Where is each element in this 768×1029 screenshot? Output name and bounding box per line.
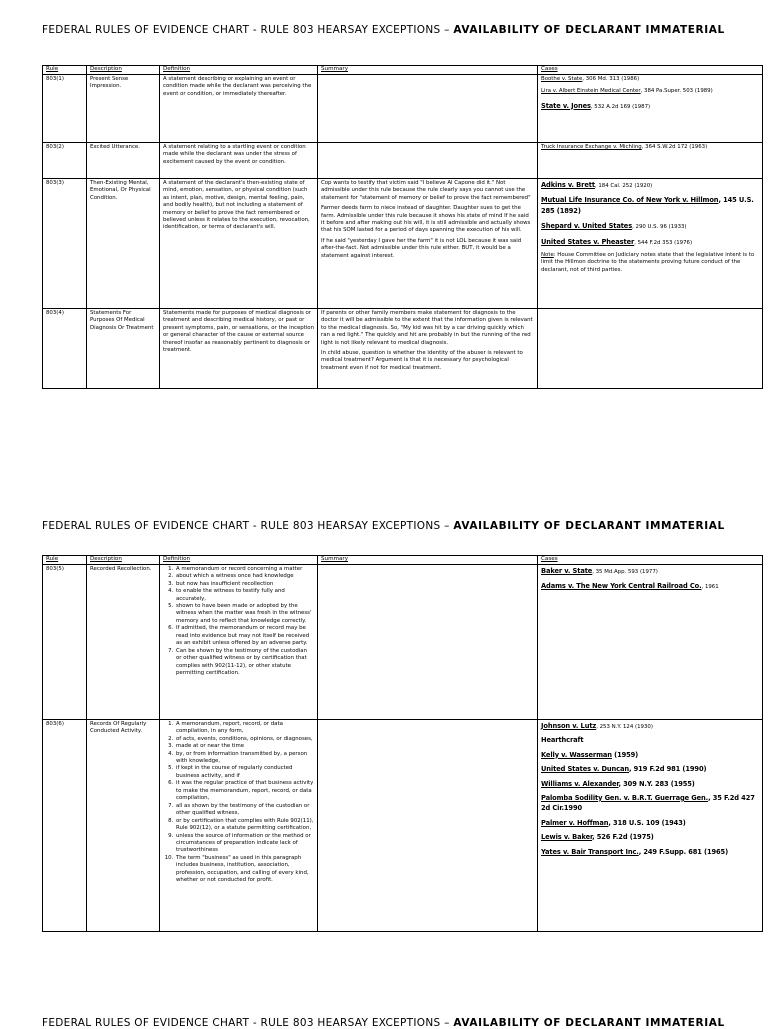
case-citation: Lewis v. Baker, 526 F.2d (1975) bbox=[541, 832, 654, 842]
case-citation: Palmer v. Hoffman, 318 U.S. 109 (1943) bbox=[541, 817, 686, 827]
header-summary: Summary bbox=[318, 66, 538, 75]
summary-cell bbox=[318, 308, 538, 388]
header-cases: Cases bbox=[538, 66, 763, 75]
header-rule: Rule bbox=[43, 556, 87, 565]
case-citation: Shepard v. United States, 290 U.S. 96 (1933) bbox=[541, 221, 687, 231]
list-item: 2. about which a witness once had knowledge bbox=[175, 573, 314, 580]
rule-cell: 803(3) bbox=[43, 178, 87, 308]
header-definition: Definition bbox=[160, 66, 318, 75]
list-item: 5. if kept in the course of regularly conducted business activity, and if bbox=[175, 765, 314, 780]
rule-cell: 803(2) bbox=[43, 142, 87, 178]
summary-paragraph: If he said "yesterday I gave her the farm" it is not LOL because it was said after-the-fact. Not admissible under this rule either. BUT, it would be a statement against interest. bbox=[321, 237, 522, 259]
evidence-table-2 bbox=[42, 555, 763, 932]
case-citation: Hearthcraft bbox=[541, 735, 584, 745]
case-citation: United States v. Pheaster, 544 F.2d 353 (1976) bbox=[541, 236, 693, 246]
case-citation: Truck Insurance Exchange v. Michling, 364 S.W.2d 172 (1963) bbox=[541, 143, 708, 150]
summary-cell bbox=[318, 564, 538, 719]
table-row bbox=[43, 564, 763, 719]
list-item: 3. but now has insufficient recollection bbox=[175, 581, 314, 588]
case-citation: Johnson v. Lutz, 253 N.Y. 124 (1930) bbox=[541, 720, 653, 730]
list-item: 1. A memorandum, report, record, or data compilation, in any form, bbox=[175, 721, 314, 736]
cases-cell bbox=[538, 74, 763, 142]
definition-cell: A statement of the declarant's then-existing state of mind, emotion, sensation, or physical condition (such as intent, plan, motive, design, mental feeling, pain, and bodily health), but not including a statement of memory or belief to prove the fact remembered or believed unless it relates to the execution, revocation, identification, or terms of declarant's will. bbox=[160, 178, 318, 308]
list-item: 8. or by certification that complies with Rule 902(11), Rule 902(12), or a statute permitting certification, bbox=[175, 818, 314, 833]
cases-cell bbox=[538, 178, 763, 308]
header-description: Description bbox=[87, 66, 160, 75]
header-summary: Summary bbox=[318, 556, 538, 565]
rule-cell: 803(5) bbox=[43, 564, 87, 719]
list-item: 2. of acts, events, conditions, opinions, or diagnoses, bbox=[175, 736, 314, 743]
summary-paragraph: Farmer deeds farm to niece instead of daughter. Daughter sues to get the farm. Admissible under this rule because it shows his state of mind If he said it before and after making out his will, it is still admissible and actually shows that his SOM lasted for a period of days spanning the execution of his will. bbox=[321, 205, 531, 234]
table-row bbox=[43, 178, 763, 308]
cases-cell bbox=[538, 719, 763, 931]
table-row bbox=[43, 719, 763, 931]
list-item: 3. made at or near the time bbox=[175, 743, 314, 750]
description-cell: Excited Utterance. bbox=[87, 142, 160, 178]
case-citation: Adams v. The New York Central Railroad Co., 1961 bbox=[541, 581, 719, 591]
header-cases: Cases bbox=[538, 556, 763, 565]
case-citation: Williams v. Alexander, 309 N.Y. 283 (1955) bbox=[541, 778, 695, 788]
list-item: 1. A memorandum or record concerning a matter bbox=[175, 566, 314, 573]
list-item: 5. shown to have been made or adopted by the witness when the matter was fresh in the witness' memory and to reflect that knowledge correctly. bbox=[175, 603, 314, 625]
case-citation: Yates v. Bair Transport Inc., 249 F.Supp. 681 (1965) bbox=[541, 846, 729, 856]
cases-cell bbox=[538, 564, 763, 719]
table-row bbox=[43, 74, 763, 142]
list-item: 6. If admitted, the memorandum or record may be read into evidence but may not itself be received as an exhibit unless offered by an adverse party. bbox=[175, 625, 314, 647]
description-cell: Then-Existing Mental, Emotional, Or Physical Condition. bbox=[87, 178, 160, 308]
rule-cell: 803(1) bbox=[43, 74, 87, 142]
definition-cell: A statement relating to a startling event or condition made while the declarant was under the stress of excitement caused by the event or condition. bbox=[160, 142, 318, 178]
case-citation: Baker v. State, 35 Md.App. 593 (1977) bbox=[541, 565, 658, 575]
table-header-row bbox=[43, 66, 763, 75]
description-cell: Recorded Recollection. bbox=[87, 564, 160, 719]
page-title-emphasis: AVAILABILITY OF DECLARANT IMMATERIAL bbox=[453, 24, 725, 36]
page-title-emphasis: AVAILABILITY OF DECLARANT IMMATERIAL bbox=[453, 1017, 725, 1029]
definition-cell bbox=[160, 719, 318, 931]
list-item: 7. all as shown by the testimony of the custodian or other qualified witness, bbox=[175, 803, 314, 818]
case-citation: Boothe v. State, 306 Md. 313 (1986) bbox=[541, 75, 640, 82]
summary-cell bbox=[318, 74, 538, 142]
evidence-table-1 bbox=[42, 65, 763, 389]
list-item: 10. The term "business" as used in this paragraph includes business, institution, association, profession, occupation, and calling of every kind, whether or not conducted for profit. bbox=[175, 855, 314, 885]
list-item: 6. it was the regular practice of that business activity to make the memorandum, report, record, or data compilation, bbox=[175, 780, 314, 802]
note: Note: House Committee on Judiciary notes state that the legislative intent is to limit the Hillmon doctrine to the statements proving future conduct of the declarant, not of third parties. bbox=[541, 251, 755, 273]
table-row bbox=[43, 308, 763, 388]
cases-cell bbox=[538, 142, 763, 178]
description-cell: Statements For Purposes Of Medical Diagnosis Or Treatment bbox=[87, 308, 160, 388]
list-item: 7. Can be shown by the testimony of the custodian or other qualified witness or by certification that complies with 902(11-12), or other statute permitting certification. bbox=[175, 648, 314, 678]
definition-cell bbox=[160, 564, 318, 719]
rule-cell: 803(6) bbox=[43, 719, 87, 931]
case-citation: Kelly v. Wasserman (1959) bbox=[541, 749, 639, 759]
page-title-prefix: FEDERAL RULES OF EVIDENCE CHART - RULE 803 HEARSAY EXCEPTIONS – bbox=[42, 24, 454, 36]
case-citation: Lira v. Albert Einstein Medical Center, 384 Pa.Super. 503 (1989) bbox=[541, 88, 713, 95]
summary-cell bbox=[318, 142, 538, 178]
definition-cell: Statements made for purposes of medical diagnosis or treatment and describing medical history, or past or present symptoms, pain, or sensations, or the inception or general character of the cause or external source thereof insofar as reasonably pertinent to diagnosis or treatment. bbox=[160, 308, 318, 388]
table-row bbox=[43, 142, 763, 178]
case-citation: Palomba Sodility Gen. v. B.R.T. Guerrage Gen., 35 F.2d 427 2d Cir.1990 bbox=[541, 792, 755, 813]
summary-cell bbox=[318, 178, 538, 308]
rule-cell: 803(4) bbox=[43, 308, 87, 388]
case-citation: State v. Jones, 532 A.2d 169 (1987) bbox=[541, 100, 651, 110]
page-title bbox=[42, 520, 742, 532]
description-cell: Records Of Regularly Conducted Activity. bbox=[87, 719, 160, 931]
description-cell: Present Sense Impression. bbox=[87, 74, 160, 142]
page-title-prefix: FEDERAL RULES OF EVIDENCE CHART - RULE 803 HEARSAY EXCEPTIONS – bbox=[42, 520, 454, 532]
page-title-emphasis: AVAILABILITY OF DECLARANT IMMATERIAL bbox=[453, 520, 725, 532]
list-item: 4. to enable the witness to testify fully and accurately, bbox=[175, 588, 314, 603]
case-citation: United States v. Duncan, 919 F.2d 981 (1990) bbox=[541, 764, 707, 774]
summary-paragraph: Cop wants to testify that victim said "I believe Al Capone did it." Not admissible under this rule because the rule clearly says you cannot use the statement for "statement of memory or belief to prove the fact remembered" bbox=[321, 179, 531, 201]
definition-cell: A statement describing or explaining an event or condition made while the declarant was perceiving the event or condition, or immediately thereafter. bbox=[160, 74, 318, 142]
summary-paragraph: In child abuse, question is whether the identity of the abuser is relevant to medical treatment? Argument is that it is necessary for psychological treatment even if not for medical treatment. bbox=[321, 349, 523, 371]
cases-cell bbox=[538, 308, 763, 388]
summary-paragraph: If parents or other family members make statement for diagnosis to the doctor it will be admissible to the extent that the information given is relevant to the medical diagnosis. So, "My kid was hit by a car driving quickly which ran a red light." The quickly and hit are probably in but the running of the red light is not likely relevant to medical diagnosis. bbox=[321, 309, 533, 346]
header-definition: Definition bbox=[160, 556, 318, 565]
table-header-row bbox=[43, 556, 763, 565]
page-title bbox=[42, 1017, 742, 1029]
case-citation: Adkins v. Brett, 184 Cal. 252 (1920) bbox=[541, 179, 653, 189]
page-title-prefix: FEDERAL RULES OF EVIDENCE CHART - RULE 803 HEARSAY EXCEPTIONS – bbox=[42, 1017, 454, 1029]
header-rule: Rule bbox=[43, 66, 87, 75]
page-title bbox=[42, 24, 742, 36]
case-citation: Mutual Life Insurance Co. of New York v. Hillmon, 145 U.S. 285 (1892) bbox=[541, 195, 754, 215]
summary-cell bbox=[318, 719, 538, 931]
list-item: 4. by, or from information transmitted by, a person with knowledge, bbox=[175, 751, 314, 766]
list-item: 9. unless the source of information or the method or circumstances of preparation indicate lack of trustworthiness bbox=[175, 833, 314, 855]
header-description: Description bbox=[87, 556, 160, 565]
